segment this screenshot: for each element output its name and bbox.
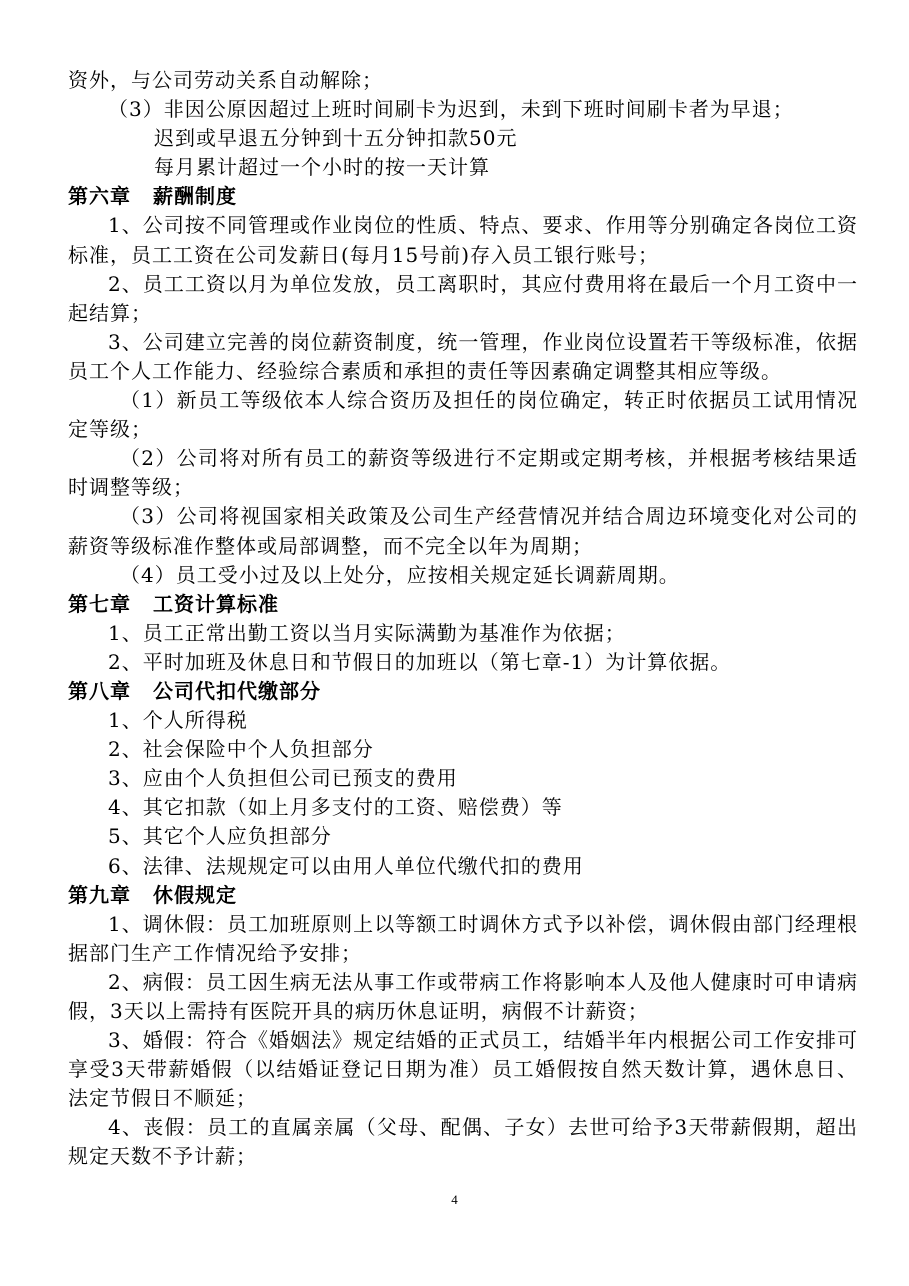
list-item: 6、法律、法规规定可以由用人单位代缴代扣的费用 bbox=[108, 853, 584, 878]
chapter-title: 薪酬制度 bbox=[153, 184, 237, 209]
chapter-number: 第八章 bbox=[68, 678, 131, 703]
chapter-heading bbox=[68, 590, 858, 619]
paragraph: 3、婚假：符合《婚姻法》规定结婚的正式员工，结婚半年内根据公司工作安排可享受3天带薪婚假（以结婚证登记日期为准）员工婚假按自然天数计算，遇休息日、法定节假日不顺延； bbox=[68, 1028, 858, 1111]
chapter-heading bbox=[68, 881, 858, 910]
paragraph: 3、公司建立完善的岗位薪资制度，统一管理，作业岗位设置若干等级标准，依据员工个人工作能力、经验综合素质和承担的责任等因素确定调整其相应等级。 bbox=[68, 329, 858, 383]
chapter-number: 第九章 bbox=[68, 882, 131, 907]
chapter-number: 第六章 bbox=[68, 184, 131, 209]
list-item: 3、应由个人负担但公司已预支的费用 bbox=[108, 766, 458, 791]
page-number: 4 bbox=[451, 1192, 458, 1207]
chapter-title: 工资计算标准 bbox=[153, 591, 279, 616]
chapter-title: 休假规定 bbox=[153, 882, 237, 907]
chapter-heading bbox=[68, 182, 858, 211]
paragraph: （1）新员工等级依本人综合资历及担任的岗位确定，转正时依据员工试用情况定等级； bbox=[68, 388, 858, 442]
paragraph: 2、病假：员工因生病无法从事工作或带病工作将影响本人及他人健康时可申请病假，3天以上需持有医院开具的病历休息证明，病假不计薪资； bbox=[68, 969, 858, 1023]
list-item: 1、个人所得税 bbox=[108, 708, 248, 733]
paragraph-line: 资外，与公司劳动关系自动解除； bbox=[68, 68, 383, 92]
paragraph: 1、调休假：员工加班原则上以等额工时调休方式予以补偿，调休假由部门经理根据部门生产工作情况给予安排； bbox=[68, 911, 858, 965]
paragraph-line: 每月累计超过一个小时的按一天计算 bbox=[154, 155, 490, 180]
chapter-number: 第七章 bbox=[68, 591, 131, 616]
list-item: 5、其它个人应负担部分 bbox=[108, 824, 332, 849]
chapter-title: 公司代扣代缴部分 bbox=[153, 678, 321, 703]
paragraph: 1、公司按不同管理或作业岗位的性质、特点、要求、作用等分别确定各岗位工资标准，员工工资在公司发薪日(每月15号前)存入员工银行账号； bbox=[68, 213, 858, 267]
list-item: 2、社会保险中个人负担部分 bbox=[108, 737, 374, 762]
paragraph: （2）公司将对所有员工的薪资等级进行不定期或定期考核，并根据考核结果适时调整等级； bbox=[68, 446, 858, 500]
paragraph-line: （3）非因公原因超过上班时间刷卡为迟到，未到下班时间刷卡者为早退； bbox=[108, 97, 794, 122]
list-item: 4、其它扣款（如上月多支付的工资、赔偿费）等 bbox=[108, 795, 563, 820]
chapter-heading bbox=[68, 677, 858, 706]
paragraph: 2、员工工资以月为单位发放，员工离职时，其应付费用将在最后一个月工资中一起结算； bbox=[68, 271, 858, 325]
document-body bbox=[68, 66, 858, 1172]
paragraph-line: 迟到或早退五分钟到十五分钟扣款50元 bbox=[154, 126, 518, 151]
paragraph: 4、丧假：员工的直属亲属（父母、配偶、子女）去世可给予3天带薪假期，超出规定天数不予计薪； bbox=[68, 1115, 858, 1169]
paragraph: 1、员工正常出勤工资以当月实际满勤为基准作为依据； bbox=[108, 620, 626, 645]
paragraph: （4）员工受小过及以上处分，应按相关规定延长调薪周期。 bbox=[120, 562, 680, 587]
paragraph: （3）公司将视国家相关政策及公司生产经营情况并结合周边环境变化对公司的薪资等级标准作整体或局部调整，而不完全以年为周期； bbox=[68, 504, 858, 558]
paragraph: 2、平时加班及休息日和节假日的加班以（第七章-1）为计算依据。 bbox=[108, 649, 732, 674]
